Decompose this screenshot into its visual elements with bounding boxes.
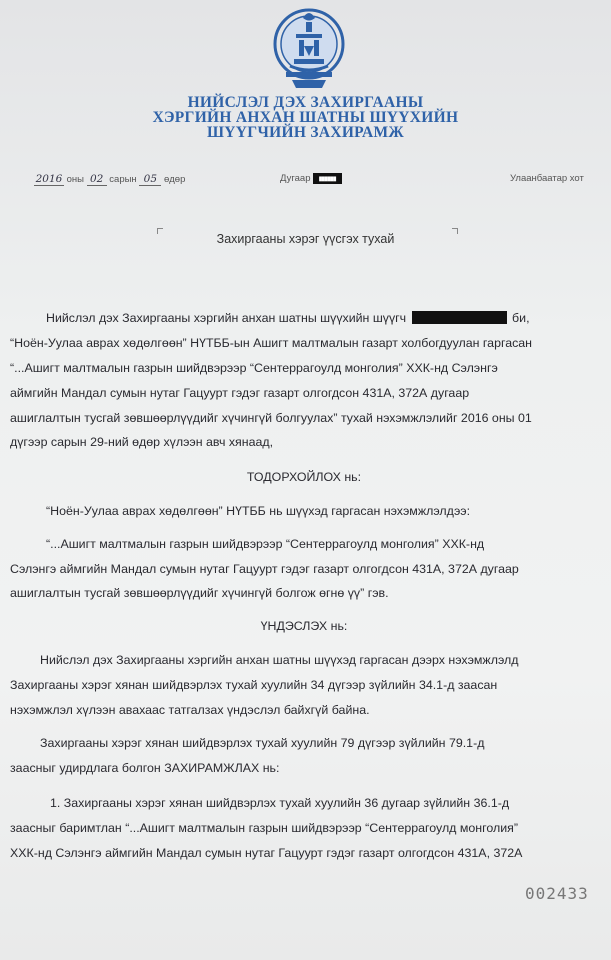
heading-determine-text: ТОДОРХОЙЛОХ нь:: [246, 470, 362, 484]
number-label: Дугаар: [280, 173, 311, 185]
date-year: 2016: [35, 173, 63, 185]
intro-line-1a: Нийслэл дэх Захиргааны хэргийн анхан шатны шүүхийн шүүгч: [46, 311, 407, 325]
city: Улаанбаатар хот: [510, 173, 584, 184]
intro-line-6: дүгээр сарын 29-ний өдөр хүлээн авч хянаад,: [10, 435, 274, 449]
date-year-suffix: оны: [66, 174, 84, 185]
claim-line-2: “...Ашигт малтмалын газрын шийдвэрээр “Сентеррагоулд монголия” ХХК-нд: [46, 537, 485, 551]
claim-line-1: “Ноён-Уулаа аврах хөдөлгөөн” НҮТББ нь шүүхэд гаргасан нэхэмжлэлдээ:: [46, 504, 471, 518]
judge-name-redaction: [412, 311, 507, 324]
state-emblem-icon: [272, 4, 346, 90]
basis-line-1: Нийслэл дэх Захиргааны хэргийн анхан шатны шүүхэд гаргасан дээрх нэхэмжлэлд: [40, 653, 519, 667]
intro-line-4: аймгийн Мандал сумын нутаг Гацуурт гэдэг газарт олгогдсон 431А, 372А дугаар: [10, 386, 470, 400]
date-month-suffix: сарын: [109, 174, 137, 185]
org-title-line-2: ХЭРГИЙН АНХАН ШАТНЫ ШҮҮХИЙН: [152, 109, 459, 126]
intro-line-1b: би,: [512, 311, 530, 325]
claim-line-4: ашиглалтын тусгай зөвшөөрлүүдийг хүчингүй болгож өгнө үү” гэв.: [10, 586, 389, 600]
item-1-line-1: 1. Захиргааны хэрэг хянан шийдвэрлэх тухай хуулийн 36 дугаар зүйлийн 36.1-д: [50, 796, 510, 810]
date-line: [34, 173, 185, 186]
intro-line-1: [46, 311, 530, 325]
item-1-line-3: ХХК-нд Сэлэнгэ аймгийн Мандал сумын нутаг Гацуурт гэдэг газарт олгогдсон 431А, 372А: [10, 846, 523, 860]
intro-line-5: ашиглалтын тусгай зөвшөөрлүүдийг хүчингүй болгуулах” тухай нэхэмжлэлийг 2016 оны 01: [10, 411, 532, 425]
org-title-line-3: ШҮҮГЧИЙН ЗАХИРАМЖ: [206, 124, 405, 141]
number-line: [280, 173, 342, 184]
date-day-suffix: өдөр: [163, 174, 186, 185]
basis-line-3: нэхэмжлэл хүлээн авахаас татгалзах үндэслэл байхгүй байна.: [10, 703, 370, 717]
order-line-1: Захиргааны хэрэг хянан шийдвэрлэх тухай хуулийн 79 дүгээр зүйлийн 79.1-д: [40, 736, 485, 750]
heading-basis-text: ҮНДЭСЛЭХ нь:: [260, 619, 348, 633]
intro-line-3: “...Ашигт малтмалын газрын шийдвэрээр “Сентеррагоулд монголия” ХХК-нд Сэлэнгэ: [10, 361, 498, 375]
order-line-2: заасныг удирдлага болгон ЗАХИРАМЖЛАХ нь:: [10, 761, 280, 775]
intro-line-2: “Ноён-Уулаа аврах хөдөлгөөн” НҮТББ-ын Ашигт малтмалын газарт холбогдуулан гаргасан: [10, 336, 533, 350]
date-day: 05: [139, 173, 161, 186]
page-serial-number: 002433: [525, 884, 589, 903]
date-month: 02: [87, 173, 107, 186]
org-title-line-1: НИЙСЛЭЛ ДЭХ ЗАХИРГААНЫ: [187, 94, 424, 111]
basis-line-2: Захиргааны хэрэг хянан шийдвэрлэх тухай хуулийн 34 дүгээр зүйлийн 34.1-д заасан: [10, 678, 498, 692]
number-redacted: ██████: [313, 173, 342, 184]
claim-line-3: Сэлэнгэ аймгийн Мандал сумын нутаг Гацуурт гэдэг газарт олгогдсон 431А, 372А дугаар: [10, 562, 519, 576]
subject-title: Захиргааны хэрэг үүсгэх тухай: [216, 232, 395, 246]
item-1-line-2: заасныг баримтлан “...Ашигт малтмалын газрын шийдвэрээр “Сентеррагоулд монголия”: [10, 821, 518, 835]
